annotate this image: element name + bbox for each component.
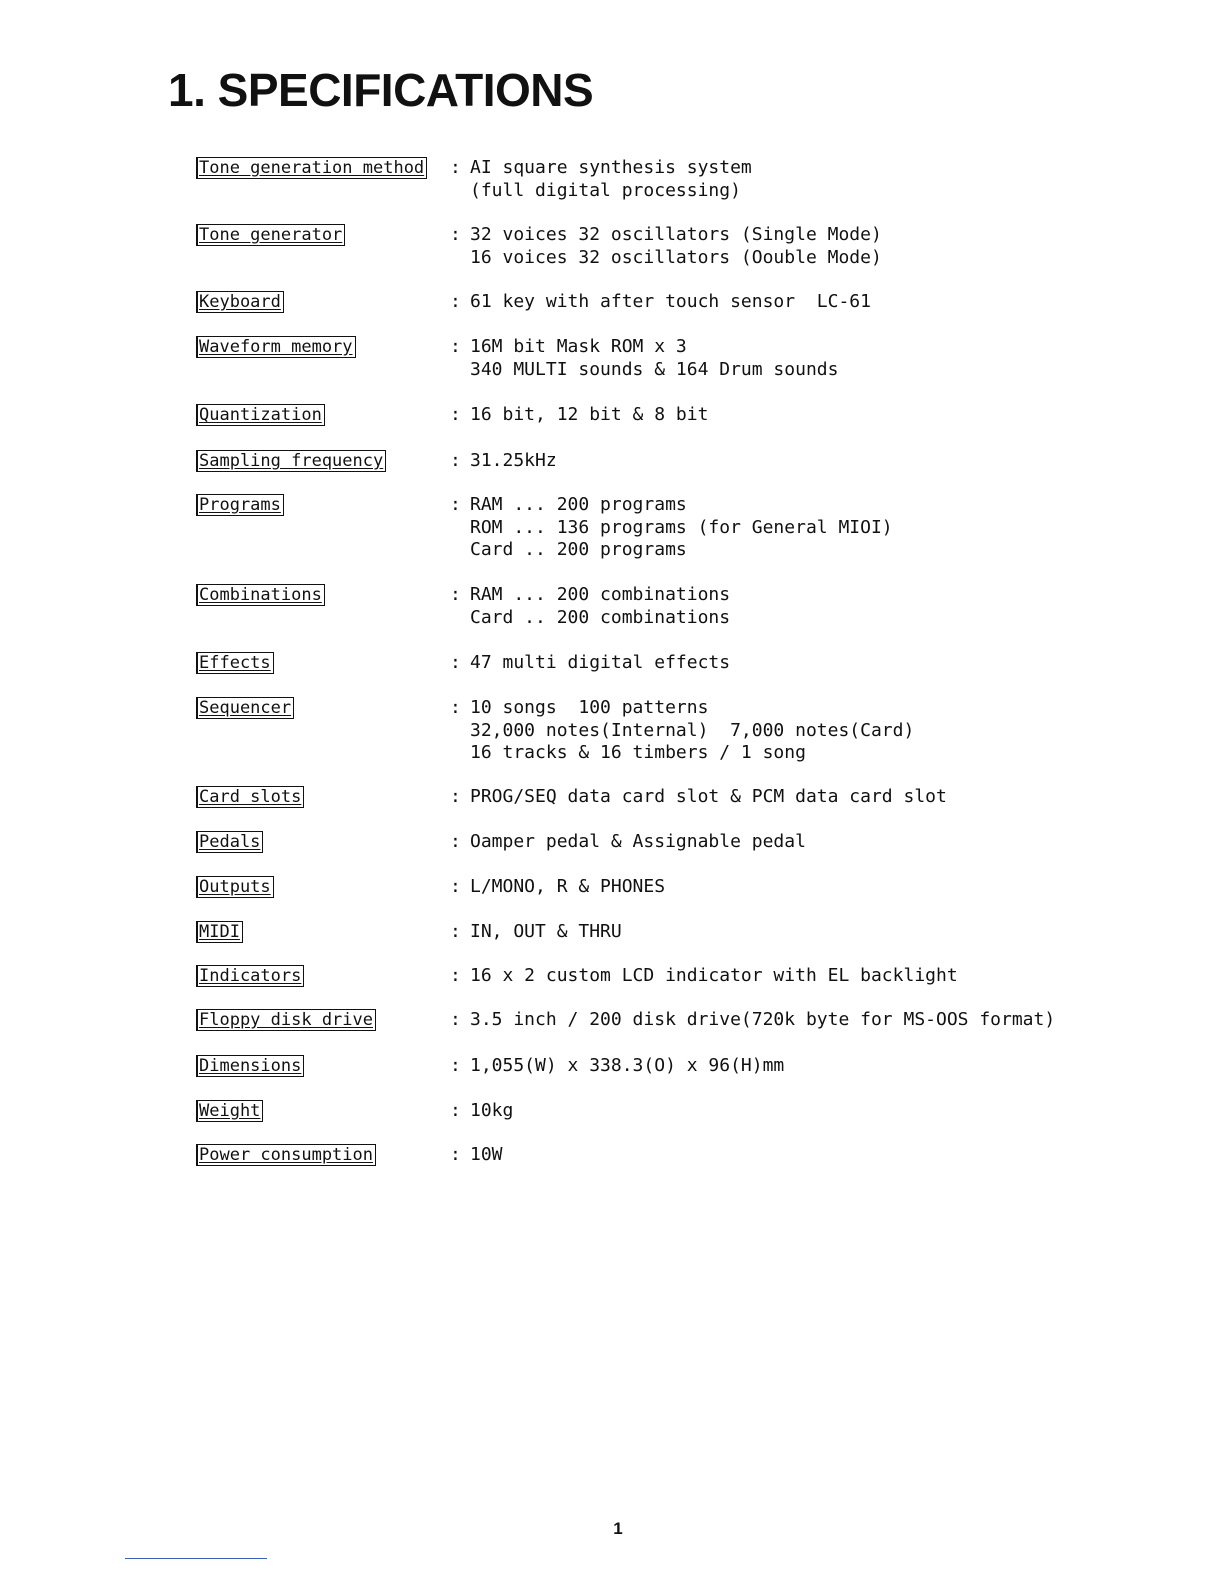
spec-label: MIDI (196, 921, 243, 943)
spec-row-keyboard (0, 291, 1224, 312)
spec-label: Sequencer (196, 697, 294, 719)
spec-colon: : (450, 921, 461, 942)
spec-label: Card slots (196, 786, 304, 808)
spec-label: Keyboard (196, 291, 284, 313)
page-title: 1. SPECIFICATIONS (168, 64, 594, 116)
spec-row-tone-generator (0, 224, 1224, 268)
spec-colon: : (450, 336, 461, 357)
spec-value-line: 3.5 inch / 200 disk drive(720k byte for MS-OOS format) (470, 1009, 1056, 1030)
spec-colon: : (450, 404, 461, 425)
spec-colon: : (450, 1055, 461, 1076)
spec-value (470, 494, 893, 562)
spec-value (470, 921, 622, 944)
spec-row-power-consumption (0, 1144, 1224, 1165)
spec-row-floppy-disk-drive (0, 1009, 1224, 1030)
spec-value-line: 340 MULTI sounds & 164 Drum sounds (470, 358, 839, 380)
spec-label: Indicators (196, 965, 304, 987)
spec-label: Combinations (196, 584, 325, 606)
spec-value-line: 16M bit Mask ROM x 3 (470, 336, 687, 357)
spec-value-line: 47 multi digital effects (470, 652, 731, 673)
spec-row-programs (0, 494, 1224, 560)
spec-value-line: L/MONO, R & PHONES (470, 876, 666, 897)
spec-value (470, 697, 914, 765)
spec-value-line: RAM ... 200 combinations (470, 584, 731, 605)
spec-value (470, 1055, 784, 1078)
spec-value-line: 10kg (470, 1100, 514, 1121)
spec-row-dimensions (0, 1055, 1224, 1076)
spec-label: Outputs (196, 876, 274, 898)
spec-label: Sampling frequency (196, 450, 386, 472)
spec-colon: : (450, 786, 461, 807)
spec-label: Effects (196, 652, 274, 674)
spec-row-outputs (0, 876, 1224, 897)
spec-label: Floppy disk drive (196, 1009, 376, 1031)
spec-label: Pedals (196, 831, 263, 853)
spec-label: Waveform memory (196, 336, 356, 358)
spec-value-line: AI square synthesis system (470, 157, 752, 178)
spec-label: Weight (196, 1100, 263, 1122)
spec-value-line: 10 songs 100 patterns (470, 697, 709, 718)
spec-row-weight (0, 1100, 1224, 1121)
spec-label: Dimensions (196, 1055, 304, 1077)
spec-value (470, 450, 557, 473)
spec-value-line: Card .. 200 combinations (470, 606, 731, 628)
spec-value (470, 404, 708, 427)
spec-value-line: (full digital processing) (470, 179, 741, 201)
spec-value (470, 1009, 1055, 1032)
spec-value (470, 291, 871, 314)
spec-row-midi (0, 921, 1224, 942)
spec-value (470, 224, 882, 269)
spec-value-line: 16 x 2 custom LCD indicator with EL backlight (470, 965, 958, 986)
spec-value-line: ROM ... 136 programs (for General MIOI) (470, 516, 893, 538)
spec-colon: : (450, 1100, 461, 1121)
spec-colon: : (450, 652, 461, 673)
spec-row-waveform-memory (0, 336, 1224, 380)
spec-value-line: 1,055(W) x 338.3(O) x 96(H)mm (470, 1055, 785, 1076)
spec-value-line: 32,000 notes(Internal) 7,000 notes(Card) (470, 719, 915, 741)
spec-value (470, 1100, 513, 1123)
spec-row-combinations (0, 584, 1224, 628)
spec-value (470, 157, 752, 202)
spec-value (470, 336, 838, 381)
spec-row-quantization (0, 404, 1224, 425)
spec-value-line: 10W (470, 1144, 503, 1165)
spec-value-line: Card .. 200 programs (470, 539, 687, 560)
spec-colon: : (450, 876, 461, 897)
spec-value (470, 831, 806, 854)
spec-value-line: IN, OUT & THRU (470, 921, 622, 942)
spec-row-tone-generation-method (0, 157, 1224, 201)
spec-colon: : (450, 697, 461, 718)
spec-colon: : (450, 157, 461, 178)
spec-value-line: PROG/SEQ data card slot & PCM data card slot (470, 786, 947, 807)
spec-colon: : (450, 494, 461, 515)
spec-value (470, 652, 730, 675)
spec-label: Programs (196, 494, 284, 516)
spec-label: Tone generator (196, 224, 345, 246)
spec-value-line: 61 key with after touch sensor LC-61 (470, 291, 871, 312)
spec-row-pedals (0, 831, 1224, 852)
spec-colon: : (450, 831, 461, 852)
spec-colon: : (450, 291, 461, 312)
page-number: 1 (613, 1519, 623, 1538)
spec-value (470, 1144, 503, 1167)
spec-row-card-slots (0, 786, 1224, 807)
spec-value-line: Oamper pedal & Assignable pedal (470, 831, 806, 852)
spec-value (470, 965, 958, 988)
spec-row-indicators (0, 965, 1224, 986)
spec-value-line: 31.25kHz (470, 450, 557, 471)
spec-colon: : (450, 1144, 461, 1165)
spec-row-effects (0, 652, 1224, 673)
spec-colon: : (450, 224, 461, 245)
spec-label: Quantization (196, 404, 325, 426)
spec-colon: : (450, 965, 461, 986)
spec-value-line: RAM ... 200 programs (470, 494, 687, 515)
footer-rule (125, 1558, 267, 1559)
spec-row-sampling-frequency (0, 450, 1224, 471)
spec-label: Power consumption (196, 1144, 376, 1166)
spec-value (470, 786, 947, 809)
spec-colon: : (450, 450, 461, 471)
spec-value-line: 16 voices 32 oscillators (Oouble Mode) (470, 246, 882, 268)
spec-value-line: 16 tracks & 16 timbers / 1 song (470, 742, 806, 763)
spec-value (470, 876, 665, 899)
spec-colon: : (450, 1009, 461, 1030)
spec-label: Tone generation method (196, 157, 427, 179)
spec-row-sequencer (0, 697, 1224, 763)
spec-value (470, 584, 730, 629)
spec-value-line: 16 bit, 12 bit & 8 bit (470, 404, 709, 425)
spec-value-line: 32 voices 32 oscillators (Single Mode) (470, 224, 882, 245)
spec-colon: : (450, 584, 461, 605)
